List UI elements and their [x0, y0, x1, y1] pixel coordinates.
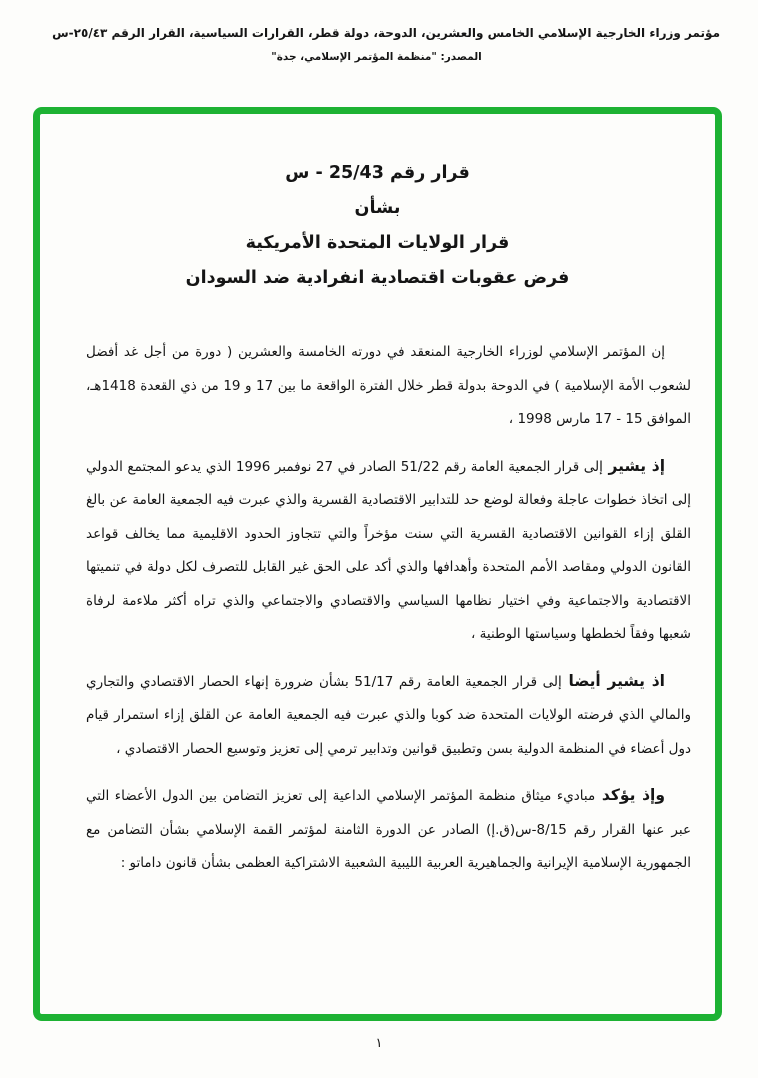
title-subject-line2: فرض عقوبات اقتصادية انفرادية ضد السودان	[185, 268, 570, 288]
resolution-title-block	[40, 162, 715, 289]
page-number: ١	[375, 1036, 383, 1051]
resolution-number-title: قرار رقم 25/43 - س	[285, 163, 470, 183]
resolution-border-box	[33, 107, 722, 1021]
header-source-line: المصدر: "منظمة المؤتمر الإسلامي، جدة"	[271, 51, 482, 63]
title-regarding: بشأن	[354, 198, 401, 218]
body-paragraph: اذ يشير أيضا إلى قرار الجمعية العامة رقم 51/17 بشأن ضرورة إنهاء الحصار الاقتصادي والتجاري والمالي الذي فرضته الولايات المتحدة ضد كوبا والذي عبرت فيه الجمعية العامة عن القلق إزاء استمرار قيام دول أعضاء في المنظمة الدولية بسن وتطبيق قوانين وتدابير ترمي إلى تعزيز وتوسيع الحصار الاقتصادي ،	[86, 671, 691, 757]
body-paragraph: وإذ يؤكد مباديء ميثاق منظمة المؤتمر الإسلامي الداعية إلى تعزيز التضامن بين الدول الأعضاء التي عبر عنها القرار رقم 8/15-س(ق.إ) الصادر عن الدورة الثامنة لمؤتمر القمة الإسلامي بشأن التضامن مع الجمهورية الإسلامية الإيرانية والجماهيرية العربية الليبية الشعبية الاشتراكية العظمى بشأن قانون داماتو :	[86, 786, 691, 871]
body-paragraph: إن المؤتمر الإسلامي لوزراء الخارجية المنعقد في دورته الخامسة والعشرين ( دورة من أجل غد أفضل لشعوب الأمة الإسلامية ) في الدوحة بدولة قطر خلال الفترة الواقعة ما بين 17 و 19 من ذي القعدة 1418هـ، الموافق 15 - 17 مارس 1998 ،	[86, 344, 691, 427]
paragraph-lead: إذ يشير	[602, 456, 666, 475]
resolution-body	[40, 302, 715, 881]
paragraph-lead: اذ يشير أيضا	[561, 671, 665, 690]
body-paragraph: إذ يشير إلى قرار الجمعية العامة رقم 51/22 الصادر في 27 نوفمبر 1996 الذي يدعو المجتمع الدولي إلى اتخاذ خطوات عاجلة وفعالة لوضع حد للتدابير الاقتصادية القسرية والذي عبرت فيه الجمعية العامة عن بالغ القلق إزاء القوانين الاقتصادية القسرية التي سنت مؤخراً والتي تتجاوز الحدود الاقليمية مما يخالف قواعد القانون الدولي ومقاصد الأمم المتحدة وأهدافها والذي أكد على الحق غير القابل للتصرف لكل دولة في تنميتها الاقتصادية والاجتماعية وفي اختيار نظامها السياسي والاقتصادي والاجتماعي والذي تراه أكثر ملاءمة لرفاة شعبها وفقاً لخططها وسياستها الوطنية ،	[86, 456, 691, 642]
document-header	[33, 26, 720, 63]
paragraph-lead: وإذ يؤكد	[595, 786, 666, 804]
title-subject-line1: قرار الولايات المتحدة الأمريكية	[245, 233, 510, 253]
header-conference-line: مؤتمر وزراء الخارجية الإسلامي الخامس والعشرين، الدوحة، دولة قطر، القرارات السياسية، القرار الرقم ٢٥/٤٣-س	[52, 26, 720, 40]
